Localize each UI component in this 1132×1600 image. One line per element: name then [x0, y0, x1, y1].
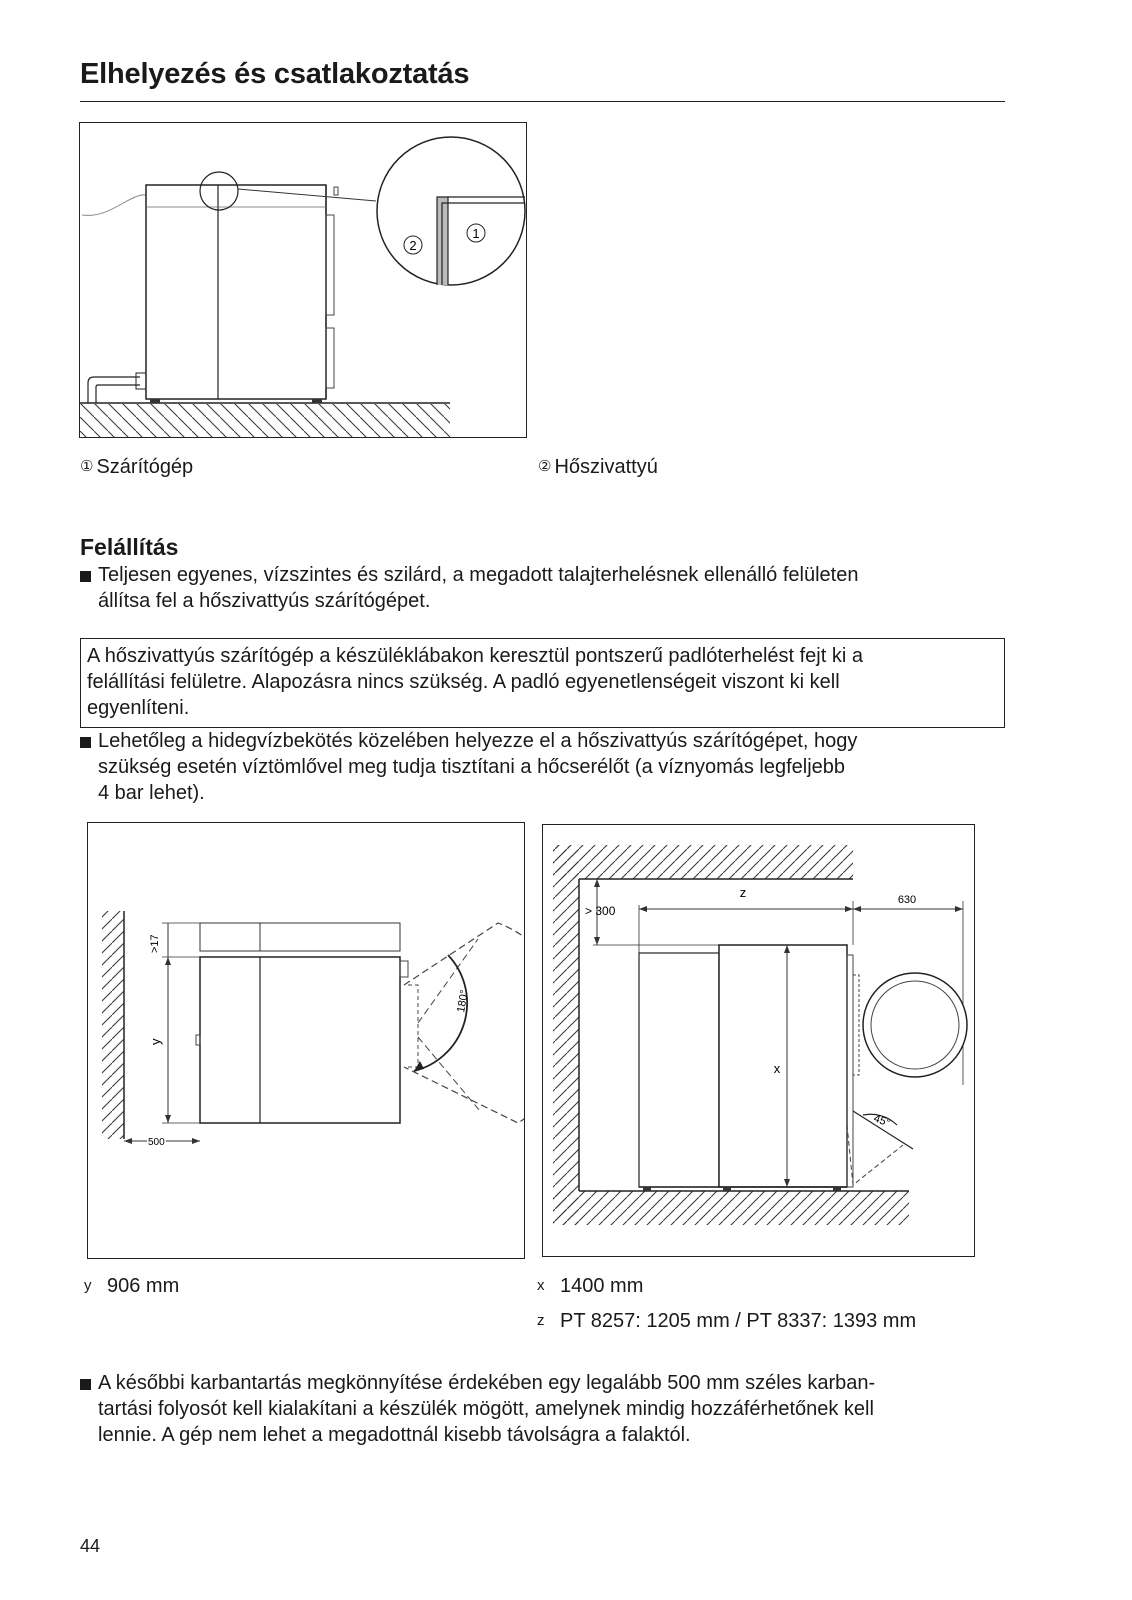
- dimension-key-x: x: [537, 1277, 545, 1294]
- bullet-marker: [80, 1379, 91, 1390]
- dimension-value-x: 1400 mm: [560, 1275, 644, 1297]
- page-number: 44: [80, 1536, 101, 1556]
- legend-marker-1: ①: [80, 458, 94, 475]
- figure-side-view: [79, 122, 527, 438]
- dimension-z: [537, 1310, 916, 1333]
- legend-marker-2: ②: [538, 458, 552, 475]
- dimension-x: [537, 1275, 643, 1298]
- legend-item-dryer: [80, 456, 193, 479]
- callout-2: 2: [409, 238, 417, 253]
- dimension-key-z: z: [537, 1312, 545, 1329]
- bullet-text-3: A későbbi karbantartás megkönnyítése érdekében egy legalább 500 mm széles karban- tartási folyosót kell kialakítani a készülék mögött, amelynek mindig hozzáférhetőnek kell lennie. A gép nem lehet a megadottnál kisebb távolságra a falaktól.: [98, 1372, 876, 1446]
- dimension-key-y: y: [84, 1277, 92, 1294]
- title-rule: [80, 101, 1005, 102]
- page-title: Elhelyezés és csatlakoztatás: [80, 58, 470, 90]
- dim-label-630: 630: [897, 894, 917, 906]
- dim-label-x: x: [773, 1061, 781, 1076]
- figure-top-view: [87, 822, 525, 1259]
- dim-label-300: > 300: [585, 904, 616, 918]
- dim-label-500: 500: [148, 1137, 165, 1148]
- bullet-text-2: Lehetőleg a hidegvízbekötés közelében helyezze el a hőszivattyús szárítógépet, hogy szükség esetén víztömlővel meg tudja tisztítani a hőcserélőt (a víznyomás legfeljebb 4 bar lehet).: [98, 730, 858, 804]
- bullet-text-1: Teljesen egyenes, vízszintes és szilárd, a megadott talajterhelésnek ellenálló felületen állítsa fel a hőszivattyús szárítógépet.: [98, 564, 859, 612]
- dim-label-17: >17: [149, 934, 161, 953]
- callout-1: 1: [472, 226, 480, 241]
- dimension-value-y: 906 mm: [107, 1275, 180, 1297]
- note-box: A hőszivattyús szárítógép a készüléklábakon keresztül pontszerű padlóterhelést fejt ki a felállítási felületre. Alapozásra nincs szükség. A padló egyenetlenségeit viszont ki kell egyenlíteni.: [80, 638, 1005, 728]
- section-heading: Felállítás: [80, 534, 179, 560]
- legend-item-heatpump: [538, 456, 658, 479]
- angle-label-45: 45°: [871, 1112, 892, 1130]
- bullet-marker: [80, 571, 91, 582]
- legend-label-dryer: Szárítógép: [96, 456, 194, 478]
- legend-label-heatpump: Hőszivattyú: [554, 456, 658, 478]
- bullet-item-1: [80, 562, 1005, 614]
- bullet-item-2: [80, 728, 1005, 806]
- figure-clearance-view: [542, 824, 975, 1257]
- dim-label-z: z: [739, 885, 747, 900]
- angle-label-180: 180°: [455, 989, 471, 1014]
- dim-label-y: y: [148, 1038, 163, 1045]
- dimension-value-z: PT 8257: 1205 mm / PT 8337: 1393 mm: [560, 1310, 917, 1332]
- bullet-item-3: [80, 1370, 1005, 1448]
- dimension-y: [84, 1275, 179, 1298]
- bullet-marker: [80, 737, 91, 748]
